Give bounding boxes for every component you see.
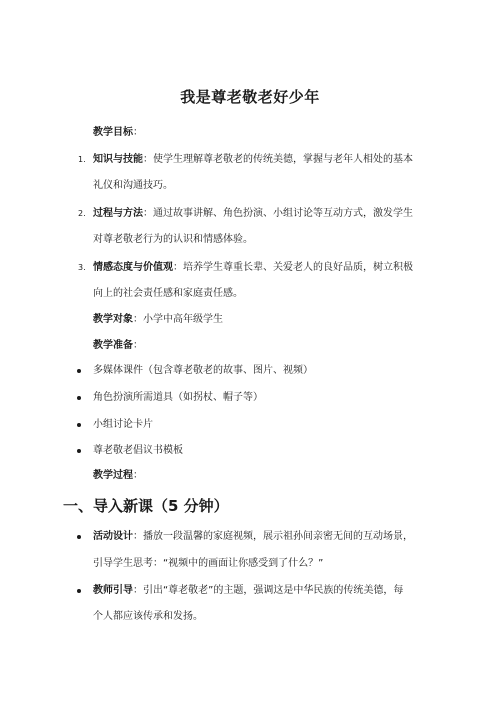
section-1-item-1-line-2: 引导学生思考：“视频中的画面让你感受到了什么？” (93, 558, 324, 569)
objective-3-line-2: 向上的社会责任感和家庭责任感。 (93, 288, 243, 299)
bullet-dot (77, 396, 81, 400)
prep-colon: ： (133, 340, 143, 351)
objective-1-line-1 (93, 153, 413, 167)
page-title: 我是尊老敬老好少年 (180, 88, 320, 106)
prep-item-3: 小组讨论卡片 (93, 419, 153, 430)
prep-item-4: 尊老敬老倡议书模板 (93, 445, 183, 456)
section-1-item-1-label: 活动设计 (93, 531, 133, 542)
objective-3-number: 3. (78, 263, 86, 272)
objective-2-label: 过程与方法 (93, 208, 143, 219)
bullet-dot (77, 423, 81, 427)
bullet-dot (77, 535, 81, 539)
section-1-item-1-text-1: 播放一段温馨的家庭视频，展示祖孙间亲密无间的互动场景， (143, 531, 413, 542)
process-heading (93, 469, 143, 483)
prep-heading (93, 339, 143, 353)
objective-1-colon: ： (143, 154, 153, 165)
section-1-item-2-label: 教师引导 (93, 585, 133, 596)
section-1-item-2-line-2: 个人都应该传承和发扬。 (93, 611, 203, 622)
section-1-item-1-line-1 (93, 530, 413, 544)
audience-label: 教学对象 (93, 314, 133, 325)
section-1-item-2-text-1: 引出“尊老敬老”的主题，强调这是中华民族的传统美德，每 (143, 585, 404, 596)
objectives-colon: ： (133, 127, 143, 138)
objectives-heading (93, 126, 143, 140)
prep-label: 教学准备 (93, 340, 133, 351)
prep-item-2: 角色扮演所需道具（如拐杖、帽子等） (93, 392, 263, 403)
objective-2-number: 2. (78, 209, 86, 218)
audience-value: 小学中高年级学生 (143, 314, 223, 325)
audience-line (93, 313, 223, 327)
objective-3-text-1: 培养学生尊重长辈、关爱老人的良好品质，树立积极 (183, 262, 413, 273)
section-1-heading: 一、导入新课（5 分钟） (63, 497, 229, 515)
bullet-dot (77, 589, 81, 593)
section-1-item-2-line-1 (93, 584, 403, 598)
objectives-label: 教学目标 (93, 127, 133, 138)
objective-3-line-1 (93, 261, 413, 275)
audience-colon: ： (133, 314, 143, 325)
bullet-dot (77, 449, 81, 453)
objective-2-line-2: 对尊老敬老行为的认识和情感体验。 (93, 234, 253, 245)
prep-item-1: 多媒体课件（包含尊老敬老的故事、图片、视频） (93, 365, 313, 376)
objective-1-label: 知识与技能 (93, 154, 143, 165)
objective-2-text-1: 通过故事讲解、角色扮演、小组讨论等互动方式，激发学生 (153, 208, 413, 219)
objective-3-label: 情感态度与价值观 (93, 262, 173, 273)
process-label: 教学过程 (93, 470, 133, 481)
objective-1-text-1: 使学生理解尊老敬老的传统美德，掌握与老年人相处的基本 (153, 154, 413, 165)
objective-1-line-2: 礼仪和沟通技巧。 (93, 180, 173, 191)
objective-1-number: 1. (78, 155, 86, 164)
objective-3-colon: ： (173, 262, 183, 273)
objective-2-colon: ： (143, 208, 153, 219)
section-1-item-1-colon: ： (133, 531, 143, 542)
section-1-item-2-colon: ： (133, 585, 143, 596)
bullet-dot (77, 369, 81, 373)
objective-2-line-1 (93, 207, 413, 221)
process-colon: ： (133, 470, 143, 481)
